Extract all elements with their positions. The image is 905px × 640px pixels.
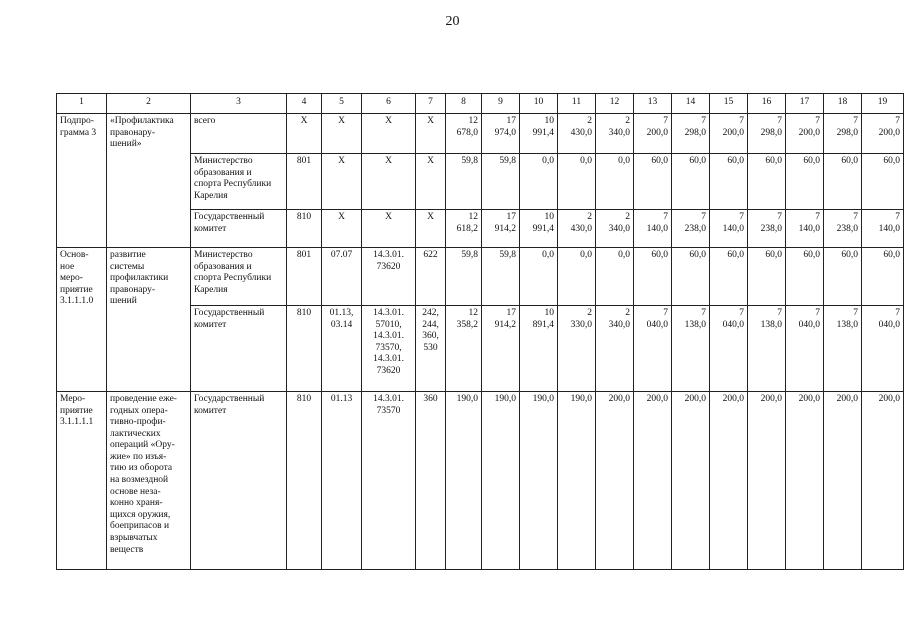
- value-cell: 7 298,0: [672, 114, 710, 154]
- value-cell: 7 040,0: [634, 306, 672, 392]
- value-cell: 190,0: [482, 392, 520, 570]
- value-cell: 17 974,0: [482, 114, 520, 154]
- executor-cell: всего: [191, 114, 287, 154]
- executor-cell: Государственный комитет: [191, 306, 287, 392]
- header-cell: 15: [710, 94, 748, 114]
- program-name-cell: проведение еже- годных опера- тивно-профи- лактических операций «Ору- жие» по изъя- тию из оборота на возмездной основе неза- конно храня- щихся оружия, боеприпасов и взрывчатых веществ: [107, 392, 191, 570]
- value-cell: 10 891,4: [520, 306, 558, 392]
- program-code-cell: Основ- ное меро- приятие 3.1.1.1.0: [57, 248, 107, 392]
- value-cell: 12 358,2: [446, 306, 482, 392]
- value-cell: 60,0: [786, 248, 824, 306]
- value-cell: 60,0: [634, 154, 672, 210]
- code-cell: 801: [287, 154, 322, 210]
- code-cell: 242, 244, 360, 530: [416, 306, 446, 392]
- program-code-cell: Подпро- грамма 3: [57, 114, 107, 248]
- value-cell: 7 040,0: [786, 306, 824, 392]
- header-cell: 18: [824, 94, 862, 114]
- value-cell: 7 298,0: [824, 114, 862, 154]
- value-cell: 200,0: [634, 392, 672, 570]
- program-code-cell: Меро- приятие 3.1.1.1.1: [57, 392, 107, 570]
- value-cell: 7 238,0: [824, 210, 862, 248]
- program-name-cell: развитие системы профилактики правонару- шений: [107, 248, 191, 392]
- value-cell: 200,0: [786, 392, 824, 570]
- header-cell: 10: [520, 94, 558, 114]
- value-cell: 2 340,0: [596, 210, 634, 248]
- header-cell: 19: [862, 94, 904, 114]
- code-cell: 810: [287, 210, 322, 248]
- value-cell: 60,0: [710, 248, 748, 306]
- value-cell: 0,0: [520, 248, 558, 306]
- header-cell: 5: [322, 94, 362, 114]
- value-cell: 2 340,0: [596, 114, 634, 154]
- header-cell: 3: [191, 94, 287, 114]
- value-cell: 2 430,0: [558, 210, 596, 248]
- header-cell: 6: [362, 94, 416, 114]
- value-cell: 200,0: [596, 392, 634, 570]
- value-cell: 7 200,0: [634, 114, 672, 154]
- value-cell: 60,0: [862, 248, 904, 306]
- value-cell: 200,0: [862, 392, 904, 570]
- executor-cell: Государственный комитет: [191, 210, 287, 248]
- code-cell: 01.13, 03.14: [322, 306, 362, 392]
- value-cell: 7 138,0: [748, 306, 786, 392]
- program-name-cell: «Профилактика правонару- шений»: [107, 114, 191, 248]
- code-cell: 14.3.01. 57010, 14.3.01. 73570, 14.3.01. 73620: [362, 306, 416, 392]
- value-cell: 7 040,0: [862, 306, 904, 392]
- value-cell: 7 298,0: [748, 114, 786, 154]
- code-cell: X: [362, 114, 416, 154]
- value-cell: 200,0: [824, 392, 862, 570]
- value-cell: 0,0: [596, 248, 634, 306]
- value-cell: 2 340,0: [596, 306, 634, 392]
- value-cell: 7 200,0: [862, 114, 904, 154]
- value-cell: 60,0: [748, 154, 786, 210]
- value-cell: 0,0: [520, 154, 558, 210]
- value-cell: 60,0: [824, 154, 862, 210]
- header-cell: 8: [446, 94, 482, 114]
- value-cell: 60,0: [710, 154, 748, 210]
- code-cell: X: [362, 210, 416, 248]
- value-cell: 60,0: [634, 248, 672, 306]
- value-cell: 10 991,4: [520, 210, 558, 248]
- value-cell: 7 040,0: [710, 306, 748, 392]
- header-cell: 4: [287, 94, 322, 114]
- header-cell: 1: [57, 94, 107, 114]
- value-cell: 190,0: [558, 392, 596, 570]
- header-cell: 13: [634, 94, 672, 114]
- value-cell: 200,0: [672, 392, 710, 570]
- value-cell: 7 138,0: [672, 306, 710, 392]
- code-cell: 14.3.01. 73570: [362, 392, 416, 570]
- code-cell: 810: [287, 392, 322, 570]
- code-cell: X: [416, 210, 446, 248]
- header-cell: 17: [786, 94, 824, 114]
- value-cell: 12 618,2: [446, 210, 482, 248]
- header-cell: 7: [416, 94, 446, 114]
- value-cell: 59,8: [446, 154, 482, 210]
- code-cell: X: [416, 154, 446, 210]
- value-cell: 17 914,2: [482, 306, 520, 392]
- value-cell: 7 140,0: [862, 210, 904, 248]
- executor-cell: Государственный комитет: [191, 392, 287, 570]
- value-cell: 200,0: [748, 392, 786, 570]
- value-cell: 60,0: [786, 154, 824, 210]
- code-cell: X: [362, 154, 416, 210]
- value-cell: 7 138,0: [824, 306, 862, 392]
- value-cell: 7 238,0: [748, 210, 786, 248]
- table-row: [57, 392, 904, 570]
- code-cell: 622: [416, 248, 446, 306]
- value-cell: 0,0: [596, 154, 634, 210]
- value-cell: 0,0: [558, 248, 596, 306]
- header-cell: 16: [748, 94, 786, 114]
- header-cell: 12: [596, 94, 634, 114]
- executor-cell: Министерство образования и спорта Республики Карелия: [191, 248, 287, 306]
- value-cell: 59,8: [482, 248, 520, 306]
- code-cell: X: [322, 154, 362, 210]
- value-cell: 2 330,0: [558, 306, 596, 392]
- value-cell: 7 200,0: [786, 114, 824, 154]
- value-cell: 7 140,0: [786, 210, 824, 248]
- value-cell: 7 140,0: [710, 210, 748, 248]
- header-cell: 2: [107, 94, 191, 114]
- value-cell: 12 678,0: [446, 114, 482, 154]
- code-cell: 360: [416, 392, 446, 570]
- executor-cell: Министерство образования и спорта Республики Карелия: [191, 154, 287, 210]
- code-cell: 07.07: [322, 248, 362, 306]
- value-cell: 60,0: [672, 154, 710, 210]
- code-cell: 810: [287, 306, 322, 392]
- budget-table: [56, 93, 904, 570]
- value-cell: 60,0: [672, 248, 710, 306]
- header-cell: 14: [672, 94, 710, 114]
- code-cell: 801: [287, 248, 322, 306]
- table-row: [57, 114, 904, 154]
- value-cell: 60,0: [748, 248, 786, 306]
- value-cell: 60,0: [862, 154, 904, 210]
- header-cell: 9: [482, 94, 520, 114]
- code-cell: 01.13: [322, 392, 362, 570]
- value-cell: 0,0: [558, 154, 596, 210]
- header-cell: 11: [558, 94, 596, 114]
- value-cell: 200,0: [710, 392, 748, 570]
- value-cell: 59,8: [446, 248, 482, 306]
- value-cell: 190,0: [520, 392, 558, 570]
- value-cell: 190,0: [446, 392, 482, 570]
- page-number: 20: [445, 14, 460, 29]
- code-cell: X: [322, 210, 362, 248]
- value-cell: 59,8: [482, 154, 520, 210]
- value-cell: 7 238,0: [672, 210, 710, 248]
- value-cell: 17 914,2: [482, 210, 520, 248]
- table-row: [57, 248, 904, 306]
- code-cell: X: [416, 114, 446, 154]
- code-cell: X: [287, 114, 322, 154]
- code-cell: 14.3.01. 73620: [362, 248, 416, 306]
- value-cell: 10 991,4: [520, 114, 558, 154]
- value-cell: 2 430,0: [558, 114, 596, 154]
- value-cell: 7 140,0: [634, 210, 672, 248]
- value-cell: 60,0: [824, 248, 862, 306]
- code-cell: X: [322, 114, 362, 154]
- header-row: [57, 94, 904, 114]
- value-cell: 7 200,0: [710, 114, 748, 154]
